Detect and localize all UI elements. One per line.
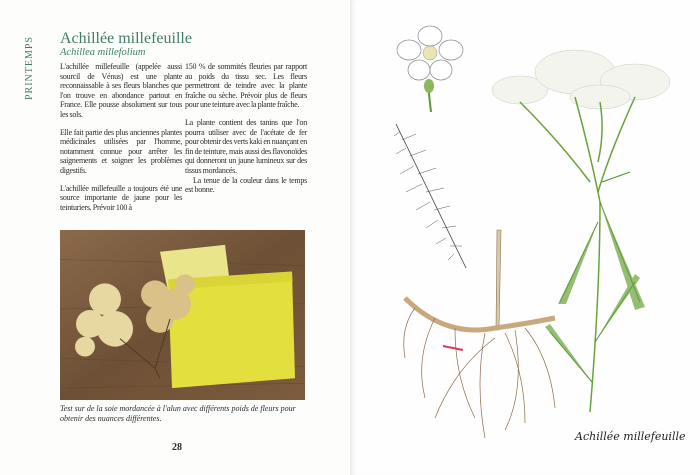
paragraph: L'achillée millefeuille (appelée aussi sourcil de Vénus) est une plante reconnaissable à ses fleurs blanches que l'on trouve en abondance partout en France. Elle pousse absolument sur tous les sols. [60,62,182,119]
page-title: Achillée millefeuille [60,30,192,47]
yarrow-plant-illustration [490,42,680,427]
flower-sketch [395,22,465,114]
photo-caption: Test sur de la soie mordancée à l'alun avec différents poids de fleurs pour obtenir des nuances différentes. [60,404,296,423]
paragraph: Elle fait partie des plus anciennes plantes médicinales utilisées par l'homme, notamment connue pour arrêter les saignements et soigner les problèmes digestifs. [60,127,182,175]
section-label: PRINTEMPS [24,36,35,101]
paragraph: La tenue de la couleur dans le temps est bonne. [185,175,307,195]
latin-name: Achillea millefolium [60,47,146,58]
paragraph: L'achillée millefeuille a toujours été une source importante de jaune pour les teinturiers. Prévoir 100 à [60,183,182,212]
paragraph: 150 % de sommités fleuries par rapport au poids du tissu sec. Les fleurs permettront de teindre avec la plante fraîche ou sèche. Prévoir plus de fleurs pour une teinture avec la plante fraîche. [185,62,307,110]
dye-test-photo [60,230,305,400]
text-column-2 [185,62,307,203]
illustration-label: Achillée millefeuille [575,430,686,443]
paragraph: La plante contient des tanins que l'on pourra utiliser avec de l'acétate de fer pour obtenir des verts kaki en nuançant en fin de teinture, mais aussi des flavonoïdes qui donneront un jaune lumineux sur des tissus mordancés. [185,117,307,175]
text-column-1 [60,62,182,220]
page-number: 28 [172,442,182,453]
